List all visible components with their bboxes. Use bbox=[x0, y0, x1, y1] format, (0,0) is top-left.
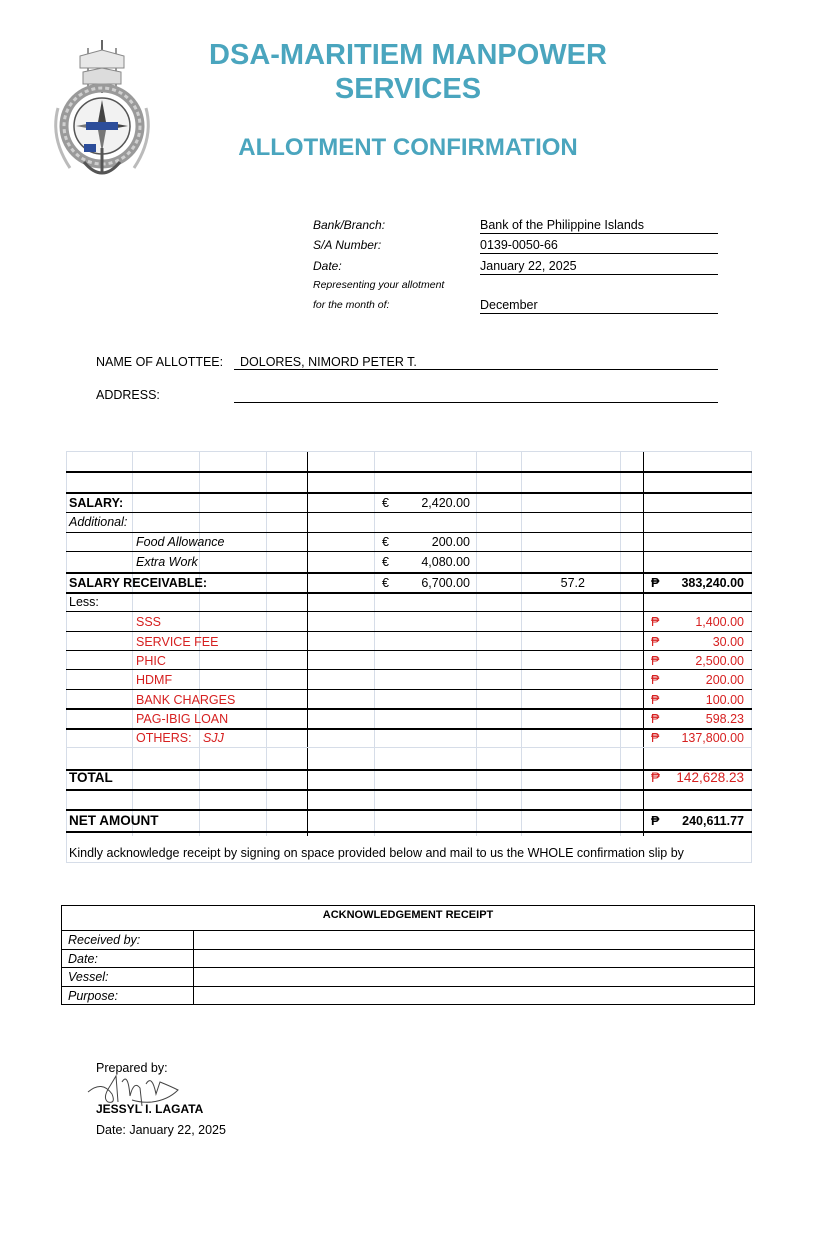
grid-line bbox=[66, 831, 752, 833]
grid-line bbox=[620, 451, 621, 836]
sa-number-label: S/A Number: bbox=[313, 238, 382, 252]
total-currency: ₱ bbox=[651, 770, 661, 785]
deduction-currency: ₱ bbox=[651, 635, 660, 649]
ack-row-purpose bbox=[62, 986, 754, 1005]
deduction-label: SERVICE FEE bbox=[136, 635, 219, 649]
allottee-name-value: DOLORES, NIMORD PETER T. bbox=[234, 355, 718, 370]
deduction-amount: 200.00 bbox=[705, 673, 744, 687]
prepared-date: Date: January 22, 2025 bbox=[96, 1123, 226, 1137]
grid-line bbox=[66, 512, 752, 513]
exchange-rate: 57.2 bbox=[560, 576, 585, 590]
ack-row-received bbox=[62, 930, 754, 949]
grid-line bbox=[66, 809, 752, 811]
acknowledgement-receipt bbox=[61, 905, 755, 1005]
grid-line bbox=[66, 650, 752, 651]
grid-line bbox=[66, 532, 752, 533]
salary-receivable-php-currency: ₱ bbox=[651, 576, 660, 590]
grid-line bbox=[66, 631, 752, 632]
grid-line bbox=[307, 451, 308, 836]
purpose-label: Purpose: bbox=[68, 989, 119, 1003]
grid-line bbox=[132, 451, 133, 836]
allottee-name-label: NAME OF ALLOTTEE: bbox=[96, 355, 224, 369]
grid-line bbox=[66, 471, 752, 473]
deduction-currency: ₱ bbox=[651, 712, 660, 726]
deduction-currency: ₱ bbox=[651, 731, 660, 745]
food-allowance-amount: 200.00 bbox=[431, 535, 470, 549]
deduction-currency: ₱ bbox=[651, 673, 660, 687]
net-amount-label: NET AMOUNT bbox=[69, 813, 159, 828]
grid-line bbox=[66, 592, 752, 594]
salary-receivable-php-amount: 383,240.00 bbox=[681, 576, 744, 590]
company-logo bbox=[50, 38, 155, 180]
grid-line bbox=[476, 451, 477, 836]
deduction-currency: ₱ bbox=[651, 654, 660, 668]
salary-currency: € bbox=[382, 496, 389, 510]
grid-line bbox=[643, 451, 644, 836]
allotment-table bbox=[66, 451, 752, 863]
preparer-name: JESSYL I. LAGATA bbox=[96, 1102, 204, 1116]
address-value bbox=[234, 388, 718, 403]
salary-receivable-amount: 6,700.00 bbox=[421, 576, 470, 590]
company-name-line2: SERVICES bbox=[334, 73, 482, 105]
extra-work-amount: 4,080.00 bbox=[421, 555, 470, 569]
grid-line bbox=[521, 451, 522, 836]
document-title: ALLOTMENT CONFIRMATION bbox=[238, 134, 578, 161]
salary-label: SALARY: bbox=[69, 496, 124, 510]
grid-line bbox=[66, 611, 752, 612]
grid-line bbox=[66, 572, 752, 574]
deduction-label: OTHERS: bbox=[136, 731, 192, 745]
deduction-amount: 598.23 bbox=[705, 712, 744, 726]
food-allowance-currency: € bbox=[382, 535, 389, 549]
total-amount: 142,628.23 bbox=[676, 770, 744, 785]
deduction-label: PHIC bbox=[136, 654, 166, 668]
ack-divider bbox=[193, 950, 194, 968]
deduction-amount: 100.00 bbox=[705, 693, 744, 707]
extra-work-currency: € bbox=[382, 555, 389, 569]
date-label: Date: bbox=[313, 259, 342, 273]
deduction-currency: ₱ bbox=[651, 693, 660, 707]
ack-divider bbox=[193, 931, 194, 949]
month-value: December bbox=[480, 298, 718, 314]
deduction-amount: 1,400.00 bbox=[695, 615, 744, 629]
bank-value: Bank of the Philippine Islands bbox=[480, 218, 718, 234]
deduction-label: HDMF bbox=[136, 673, 173, 687]
sa-number-value: 0139-0050-66 bbox=[480, 238, 718, 254]
ack-row-date bbox=[62, 949, 754, 968]
grid-line bbox=[66, 669, 752, 670]
vessel-label: Vessel: bbox=[68, 970, 109, 984]
grid-line bbox=[266, 451, 267, 836]
received-by-label: Received by: bbox=[68, 933, 141, 947]
total-label: TOTAL bbox=[69, 770, 113, 785]
ack-title: ACKNOWLEDGEMENT RECEIPT bbox=[322, 909, 494, 921]
extra-work-label: Extra Work bbox=[136, 555, 198, 569]
company-name-line1: DSA-MARITIEM MANPOWER bbox=[209, 39, 607, 71]
grid-line bbox=[66, 451, 752, 452]
grid-line bbox=[66, 789, 752, 791]
grid-line bbox=[66, 689, 752, 690]
ack-divider bbox=[193, 968, 194, 986]
grid-line bbox=[66, 862, 752, 863]
net-amount-value: 240,611.77 bbox=[682, 814, 744, 828]
grid-line bbox=[66, 492, 752, 494]
less-label: Less: bbox=[69, 595, 99, 609]
ack-divider bbox=[193, 987, 194, 1005]
grid-line bbox=[66, 769, 752, 771]
company-name bbox=[180, 38, 636, 106]
month-label: for the month of: bbox=[313, 299, 390, 311]
grid-line bbox=[66, 708, 752, 710]
salary-receivable-currency: € bbox=[382, 576, 389, 590]
grid-line bbox=[374, 451, 375, 836]
bank-label: Bank/Branch: bbox=[313, 218, 386, 232]
deduction-label: PAG-IBIG LOAN bbox=[136, 712, 229, 726]
representing-label: Representing your allotment bbox=[313, 279, 445, 291]
deduction-sub-label: SJJ bbox=[203, 731, 224, 745]
date-value: January 22, 2025 bbox=[480, 259, 718, 275]
grid-line bbox=[66, 551, 752, 552]
deduction-amount: 2,500.00 bbox=[695, 654, 744, 668]
food-allowance-label: Food Allowance bbox=[136, 535, 225, 549]
deduction-currency: ₱ bbox=[651, 615, 660, 629]
prepared-by-label: Prepared by: bbox=[96, 1061, 168, 1075]
deduction-label: BANK CHARGES bbox=[136, 693, 236, 707]
ack-date-label: Date: bbox=[68, 952, 98, 966]
acknowledge-note: Kindly acknowledge receipt by signing on space provided below and mail to us the WHOLE confirmation slip by bbox=[69, 846, 684, 860]
deduction-amount: 137,800.00 bbox=[681, 731, 744, 745]
grid-line bbox=[66, 747, 752, 748]
salary-receivable-label: SALARY RECEIVABLE: bbox=[69, 576, 207, 590]
additional-label: Additional: bbox=[69, 515, 128, 529]
address-label: ADDRESS: bbox=[96, 388, 160, 402]
deduction-label: SSS bbox=[136, 615, 162, 629]
net-amount-currency: ₱ bbox=[651, 814, 660, 828]
deduction-amount: 30.00 bbox=[712, 635, 744, 649]
salary-amount: 2,420.00 bbox=[421, 496, 470, 510]
ack-row-vessel bbox=[62, 967, 754, 986]
